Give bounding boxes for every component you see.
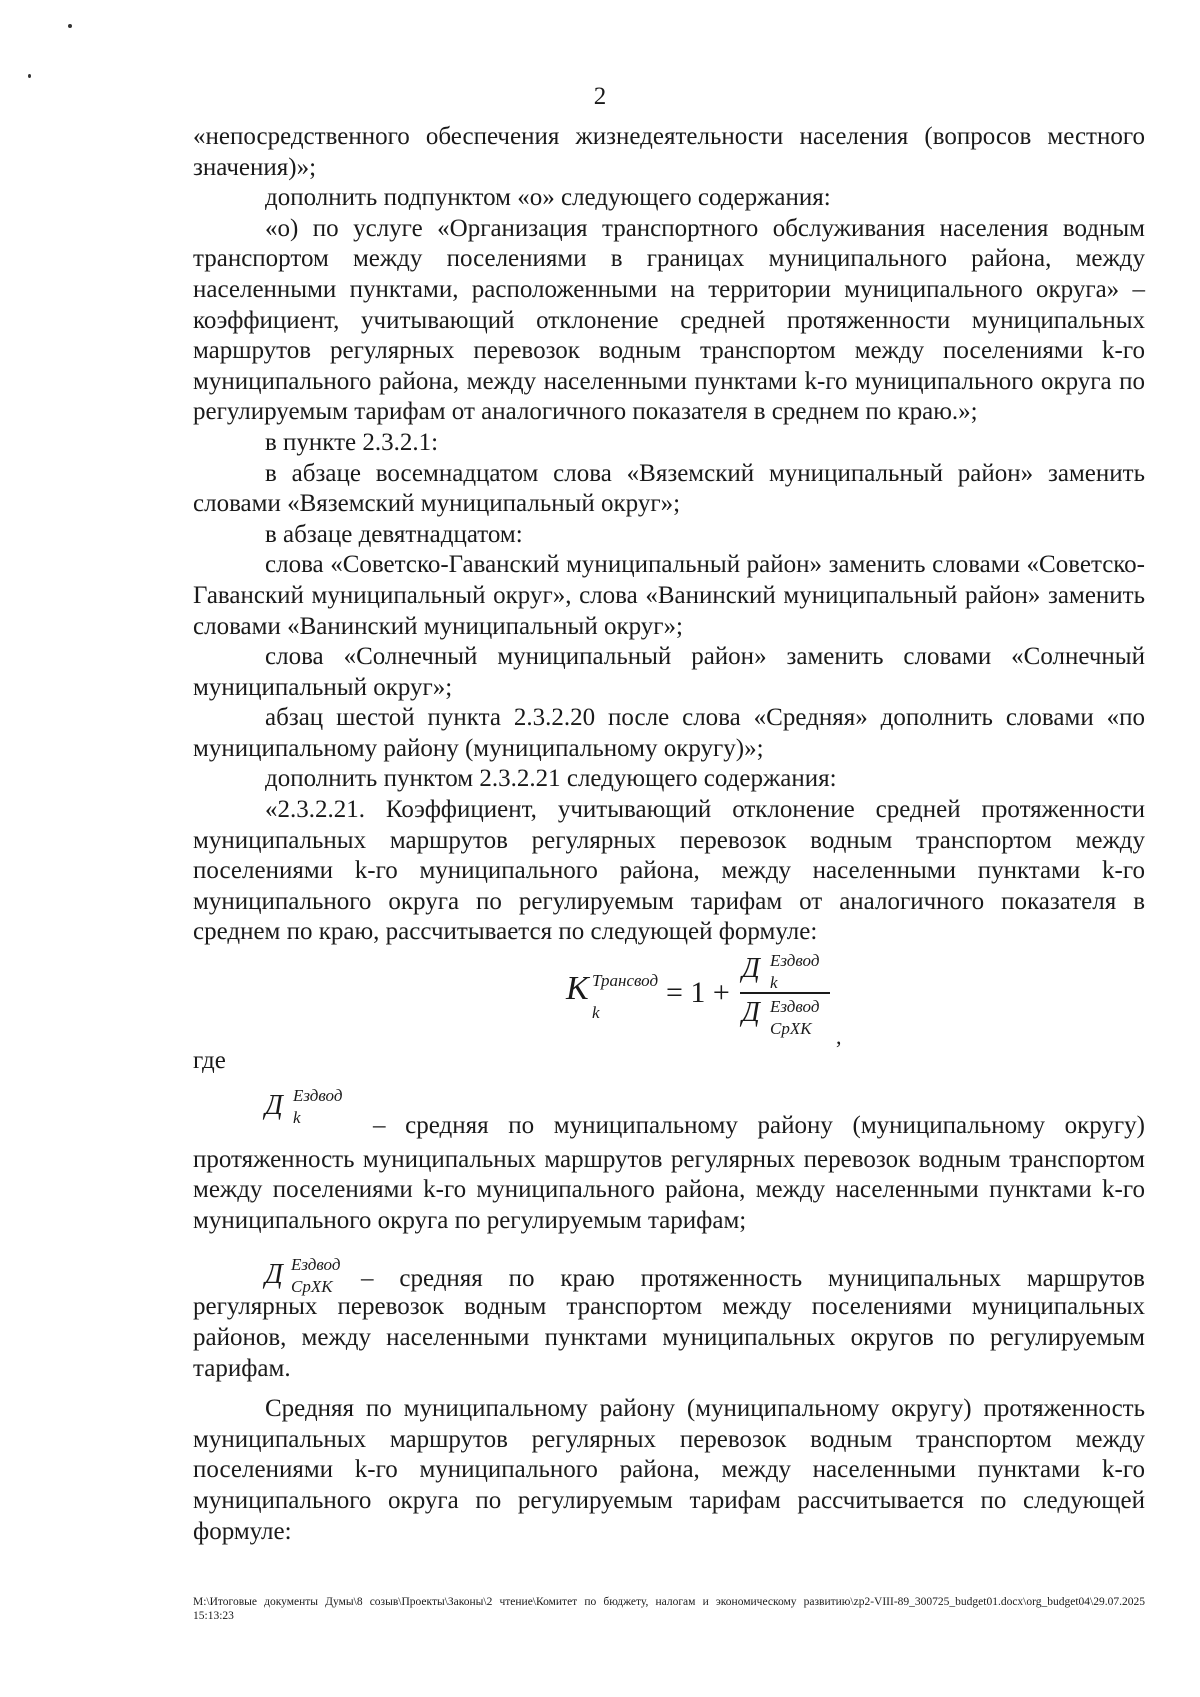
symbol-d-srhk: Д Ездвод СрХК xyxy=(265,1255,341,1297)
paragraph: в пункте 2.3.2.1: xyxy=(265,428,439,456)
file-path-footer: M:\Итоговые документы Думы\8 созыв\Проекты\Законы\2 чтение\Комитет по бюджету, налогам и экономическому развитию\zp2-VIII-89_300725_budget01.docx\org_budget04\29.07.2025 15:13:23 xyxy=(193,1596,1145,1622)
where-label: где xyxy=(193,1047,226,1075)
formula-k-subscript: k xyxy=(592,1003,600,1023)
paragraph: дополнить подпунктом «о» следующего содержания: xyxy=(265,184,831,212)
paragraph: абзац шестой пункта 2.3.2.20 после слова «Средняя» дополнить словами «по муниципальному району (муниципальному округу)»; xyxy=(193,704,1145,762)
paragraph: слова «Советско-Гаванский муниципальный район» заменить словами «Советско-Гаванский муниципальный округ», слова «Ванинский муниципальный район» заменить словами «Ванинский муниципальный округ»; xyxy=(193,551,1145,640)
scan-speck xyxy=(28,74,31,78)
definition-district-average xyxy=(193,1077,1145,1145)
formula-comma: , xyxy=(836,1024,842,1050)
paragraph: «непосредственного обеспечения жизнедеятельности населения (вопросов местного значения)»; xyxy=(193,123,1145,181)
scan-speck xyxy=(68,24,72,28)
definition-region-average xyxy=(193,1252,1145,1297)
paragraph: слова «Солнечный муниципальный район» заменить словами «Солнечный муниципальный округ»; xyxy=(193,643,1145,701)
formula-denominator-superscript: Ездвод xyxy=(770,997,820,1017)
definition-text: – средняя по муниципальному району (муниципальному округу) xyxy=(373,1111,1145,1139)
formula-numerator-d: Д xyxy=(742,953,760,985)
paragraph: Средняя по муниципальному району (муниципальному округу) протяженность муниципальных маршрутов регулярных перевозок водным транспортом между поселениями k-го муниципального района, между населенными пунктами k-го муниципального округа по регулируемым тарифам рассчитывается по следующей формуле: xyxy=(193,1395,1145,1545)
formula-numerator-subscript: k xyxy=(770,973,778,993)
formula-coefficient xyxy=(193,950,1145,1050)
formula-k-superscript: Трансвод xyxy=(592,971,659,991)
formula-k-symbol: K xyxy=(566,970,589,1008)
paragraph: «2.3.2.21. Коэффициент, учитывающий отклонение средней протяженности муниципальных маршрутов регулярных перевозок водным транспортом между поселениями k-го муниципального района, между населенными пунктами k-го муниципального округа по регулируемым тарифам от аналогичного показателя в среднем по краю, рассчитывается по следующей формуле: xyxy=(193,796,1145,946)
paragraph: дополнить пунктом 2.3.2.21 следующего содержания: xyxy=(265,765,837,793)
formula-equals-one-plus: = 1 + xyxy=(666,976,730,1010)
paragraph: в абзаце девятнадцатом: xyxy=(265,520,523,548)
page-number: 2 xyxy=(593,83,607,110)
formula-denominator-d: Д xyxy=(742,997,760,1029)
formula-denominator-subscript: СрХК xyxy=(770,1019,812,1039)
paragraph: в абзаце восемнадцатом слова «Вяземский муниципальный район» заменить словами «Вяземский муниципальный округ»; xyxy=(193,459,1145,518)
paragraph: протяженность муниципальных маршрутов регулярных перевозок водным транспортом между поселениями k-го муниципального района, между населенными пунктами k-го муниципального округа по регулируемым тарифам; xyxy=(193,1145,1145,1234)
paragraph: регулярных перевозок водным транспортом между поселениями муниципальных районов, между населенными пунктами муниципальных округов по регулируемым тарифам. xyxy=(193,1293,1145,1382)
paragraph: «о) по услуге «Организация транспортного обслуживания населения водным транспортом между поселениями в границах муниципального района, между населенными пунктами, расположенными на территории муниципального округа» – коэффициент, учитывающий отклонение средней протяженности муниципальных маршрутов регулярных перевозок водным транспортом между поселениями k-го муниципального района, между населенными пунктами k-го муниципального округа по регулируемым тарифам от аналогичного показателя в среднем по краю.»; xyxy=(193,214,1145,426)
definition-text: – средняя по краю протяженность муниципальных маршрутов xyxy=(361,1265,1145,1293)
formula-numerator-superscript: Ездвод xyxy=(770,951,820,971)
symbol-d-k: Д Ездвод k xyxy=(265,1085,343,1127)
document-body xyxy=(193,122,1145,1547)
